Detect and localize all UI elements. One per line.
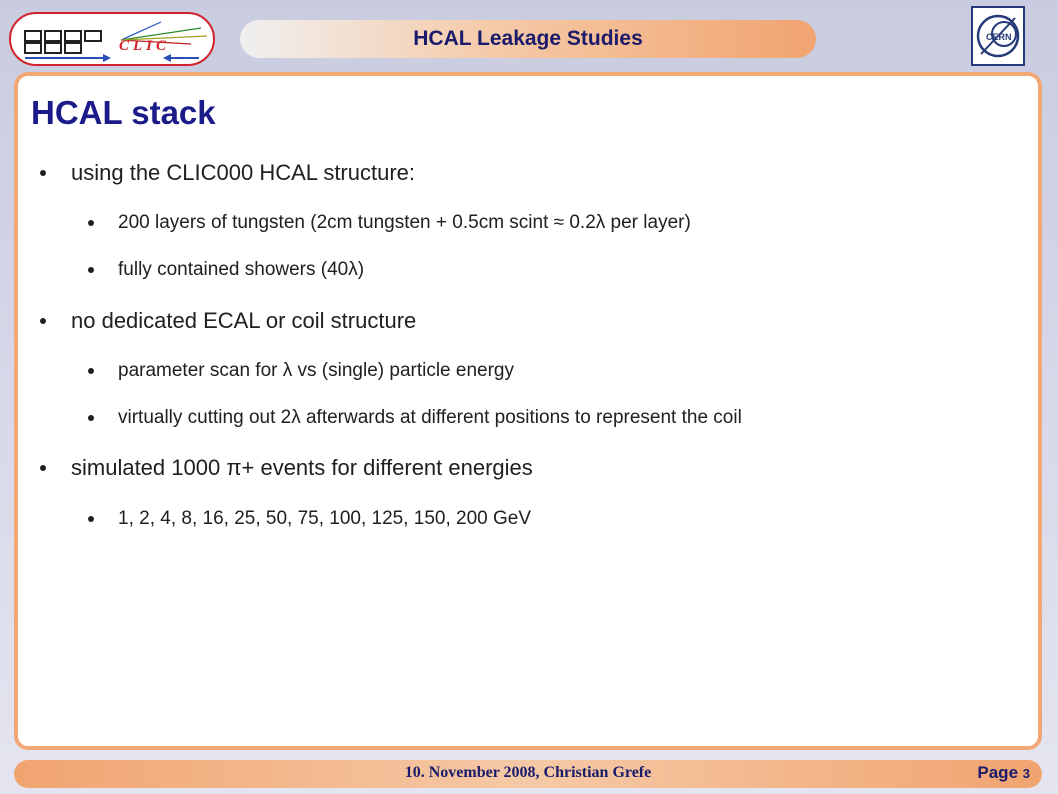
sub-bullet-item: [88, 212, 691, 234]
bullet-text: using the CLIC000 HCAL structure:: [71, 160, 416, 185]
bullet-dot-icon: [88, 220, 94, 226]
bullet-text: fully contained showers (40λ): [118, 259, 365, 280]
sub-bullet-item: [88, 259, 364, 281]
clic-logo: [9, 12, 215, 66]
bullet-item: [40, 308, 416, 334]
bullet-text: simulated 1000 π+ events for different energies: [71, 455, 533, 480]
sub-bullet-item: [88, 508, 531, 530]
sub-bullet-item: [88, 360, 514, 382]
bullet-text: virtually cutting out 2λ afterwards at different positions to represent the coil: [118, 407, 742, 428]
header-bar: [240, 20, 816, 58]
bullet-dot-icon: [88, 415, 94, 421]
footer-date-author: 10. November 2008, Christian Grefe: [404, 764, 652, 781]
cern-emblem-icon: [973, 8, 1023, 64]
bullet-item: [40, 455, 533, 481]
bullet-text: no dedicated ECAL or coil structure: [71, 308, 417, 333]
bullet-dot-icon: [40, 465, 46, 471]
sub-bullet-item: [88, 407, 742, 429]
bullet-text: parameter scan for λ vs (single) particle energy: [118, 360, 514, 381]
page-indicator: [977, 763, 1030, 783]
bullet-dot-icon: [88, 516, 94, 522]
cern-logo: [971, 6, 1025, 66]
footer-bar: [14, 760, 1042, 788]
bullet-dot-icon: [88, 368, 94, 374]
page-label: Page: [977, 763, 1019, 782]
bullet-dot-icon: [40, 170, 46, 176]
bullet-text: 200 layers of tungsten (2cm tungsten + 0.5cm scint ≈ 0.2λ per layer): [118, 212, 691, 233]
bullet-text: 1, 2, 4, 8, 16, 25, 50, 75, 100, 125, 150, 200 GeV: [118, 508, 532, 529]
clic-accelerator-icon: [11, 14, 217, 68]
bullet-dot-icon: [40, 318, 46, 324]
cern-logo-text: CERN: [986, 32, 1012, 42]
slide-title: HCAL stack: [31, 94, 216, 131]
header-title: HCAL Leakage Studies: [413, 27, 643, 50]
page-number: 3: [1022, 766, 1030, 781]
bullet-dot-icon: [88, 267, 94, 273]
bullet-item: [40, 160, 415, 186]
clic-logo-text: CLIC: [119, 38, 171, 54]
